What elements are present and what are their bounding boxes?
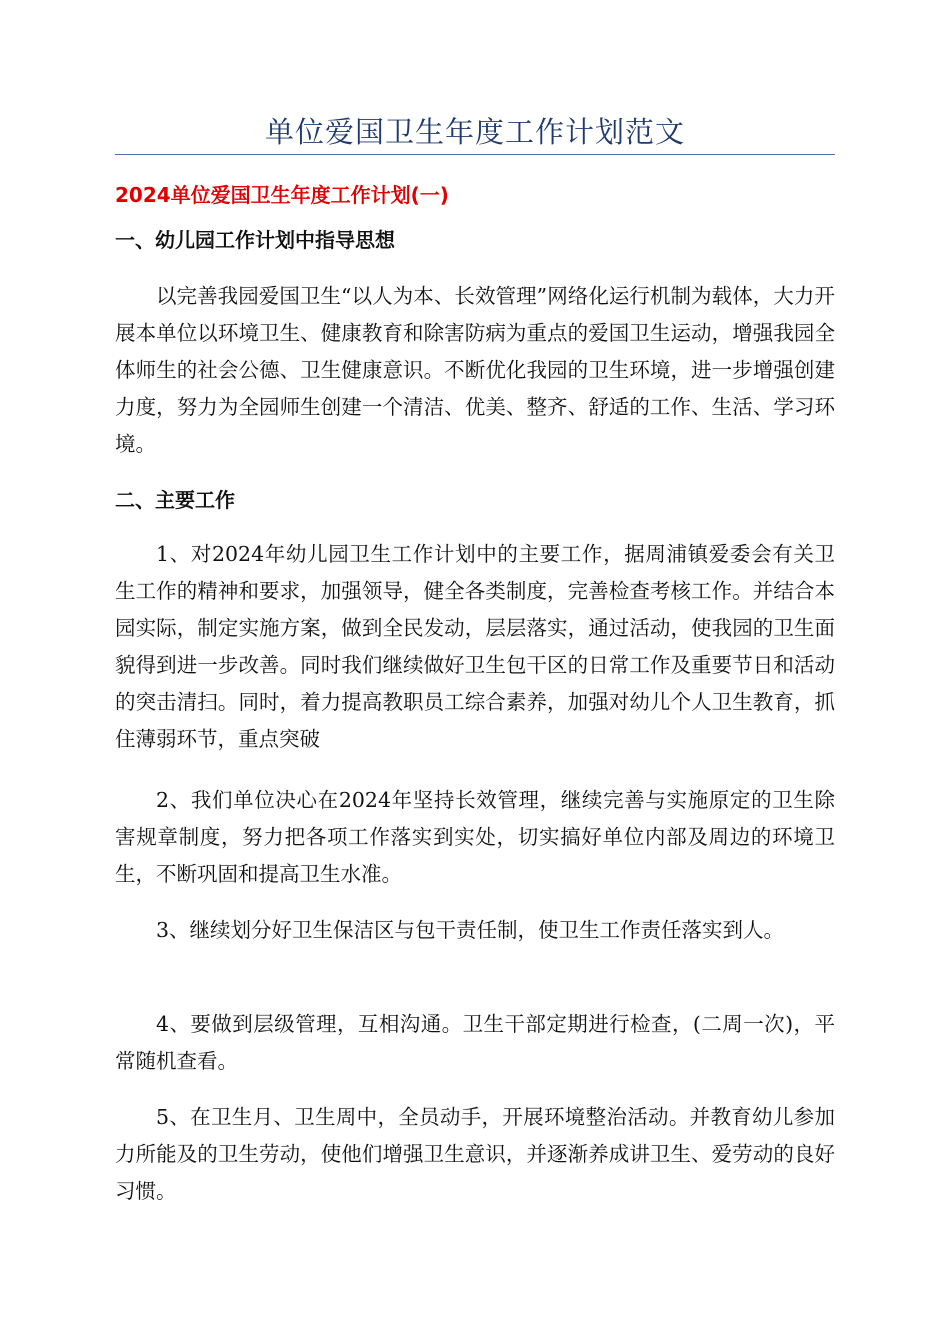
paragraph-main-work-1: 1、对2024年幼儿园卫生工作计划中的主要工作，据周浦镇爱委会有关卫生工作的精神和要求，加强领导，健全各类制度，完善检查考核工作。并结合本园实际，制定实施方案，做到全民发动，层层落实，通过活动，使我园的卫生面貌得到进一步改善。同时我们继续做好卫生包干区的日常工作及重要节日和活动的突击清扫。同时，着力提高教职员工综合素养，加强对幼儿个人卫生教育，抓住薄弱环节，重点突破 xyxy=(115,542,835,751)
section-heading-main-work: 二、主要工作 xyxy=(115,488,235,512)
title-underline xyxy=(115,154,835,155)
plan-subtitle: 2024单位爱国卫生年度工作计划(一) xyxy=(115,183,449,207)
paragraph-main-work-5: 5、在卫生月、卫生周中，全员动手，开展环境整治活动。并教育幼儿参加力所能及的卫生劳动，使他们增强卫生意识，并逐渐养成讲卫生、爱劳动的良好习惯。 xyxy=(115,1105,835,1203)
paragraph-main-work-4: 4、要做到层级管理，互相沟通。卫生干部定期进行检查，(二周一次)，平常随机查看。 xyxy=(115,1012,835,1073)
section-heading-guiding-ideology: 一、幼儿园工作计划中指导思想 xyxy=(115,228,395,252)
paragraph-main-work-2: 2、我们单位决心在2024年坚持长效管理，继续完善与实施原定的卫生除害规章制度，努力把各项工作落实到实处，切实搞好单位内部及周边的环境卫生，不断巩固和提高卫生水准。 xyxy=(115,788,835,886)
paragraph-main-work-3: 3、继续划分好卫生保洁区与包干责任制，使卫生工作责任落实到人。 xyxy=(156,918,785,942)
document-title: 单位爱国卫生年度工作计划范文 xyxy=(264,115,685,149)
paragraph-guiding-ideology: 以完善我园爱国卫生“以人为本、长效管理”网络化运行机制为载体，大力开展本单位以环境卫生、健康教育和除害防病为重点的爱国卫生运动，增强我园全体师生的社会公德、卫生健康意识。不断优化我园的卫生环境，进一步增强创建力度，努力为全园师生创建一个清洁、优美、整齐、舒适的工作、生活、学习环境。 xyxy=(115,284,835,456)
